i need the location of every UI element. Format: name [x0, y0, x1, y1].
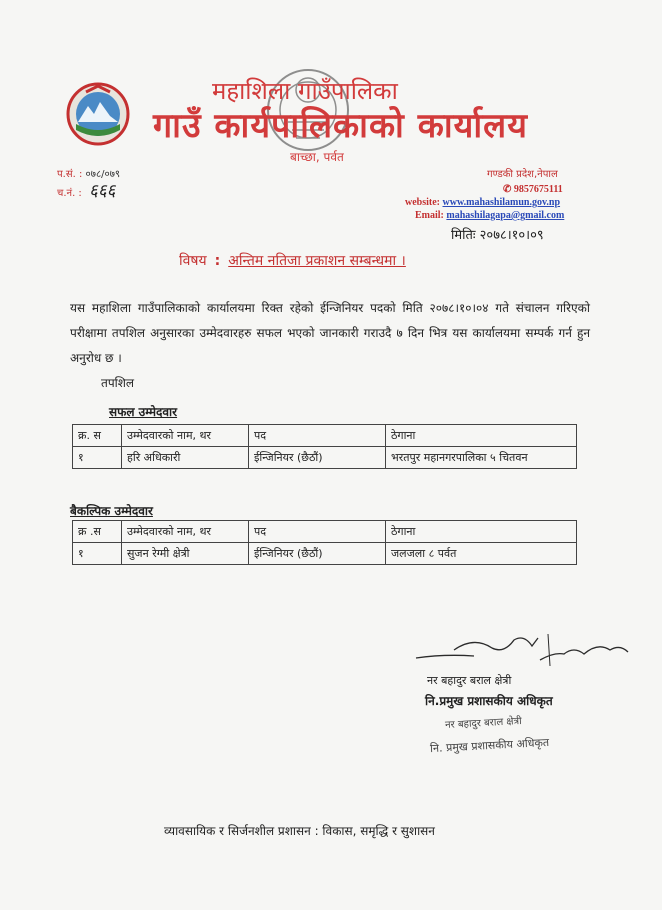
header-cell: ठेगाना — [386, 521, 577, 543]
header-cell: उम्मेदवारको नाम, थर — [122, 521, 249, 543]
email — [415, 210, 564, 221]
table-cell: ईन्जिनियर (छैठौं) — [249, 447, 386, 469]
signature-stamp-name: नर बहादुर बराल क्षेत्री — [444, 715, 522, 731]
header-cell: पद — [249, 425, 386, 447]
signer-title: नि.प्रमुख प्रशासकीय अधिकृत — [425, 694, 553, 708]
table-cell: हरि अधिकारी — [122, 447, 249, 469]
letter-date: मितिः २०७८।१०।०९ — [451, 228, 544, 243]
header-cell: क्र .स — [73, 521, 122, 543]
website — [405, 197, 560, 208]
ref-label: प.सं. : — [57, 169, 83, 180]
successful-candidates-table — [72, 424, 577, 469]
office-address: बाच्छा, पर्वत — [290, 150, 344, 164]
header-cell: पद — [249, 521, 386, 543]
email-label: Email: — [415, 210, 444, 221]
subject-separator: : — [214, 253, 221, 269]
dispatch-number — [57, 178, 116, 201]
table-cell: जलजला ८ पर्वत — [386, 543, 577, 565]
alternate-candidates-table — [72, 520, 577, 565]
table-header-row — [73, 425, 577, 447]
signature-stamp-title: नि. प्रमुख प्रशासकीय अधिकृत — [429, 735, 550, 756]
org-name: महाशिला गाउँपालिका — [212, 77, 398, 105]
body-paragraph: यस महाशिला गाउँपालिकाको कार्यालयमा रिक्त रहेको ईन्जिनियर पदको मिति २०७८।१०।०४ गते संचालन गरिएको परीक्षामा तपशिल अनुसारका उम्मेदवारहरु सफल भएको जानकारी गराउदै ७ दिन भित्र यस कार्यालयमा सम्पर्क गर्न हुन अनुरोध छ । — [70, 301, 590, 365]
subject-line — [179, 251, 406, 270]
office-title: गाउँ कार्यपालिकाको कार्यालय — [153, 106, 528, 146]
website-label: website: — [405, 197, 440, 208]
subject-label: विषय — [179, 253, 207, 269]
header-cell: ठेगाना — [386, 425, 577, 447]
table-cell: ईन्जिनियर (छैठौं) — [249, 543, 386, 565]
ref-value: ०७८/०७९ — [85, 169, 121, 180]
table-cell: १ — [73, 543, 122, 565]
header-cell: क्र. स — [73, 425, 122, 447]
handwritten-signature — [414, 632, 634, 672]
signer-name: नर बहादुर बराल क्षेत्री — [427, 674, 512, 687]
table-header-row — [73, 521, 577, 543]
footer-motto: व्यावसायिक र सिर्जनशील प्रशासन : विकास, समृद्धि र सुशासन — [164, 824, 435, 838]
subject-text: अन्तिम नतिजा प्रकाशन सम्बन्धमा । — [228, 253, 406, 269]
details-label: तपशिल — [101, 376, 135, 390]
dispatch-label: च.नं. : — [57, 188, 82, 199]
website-link[interactable]: www.mahashilamun.gov.np — [442, 197, 561, 208]
table-row — [73, 447, 577, 469]
header-cell: उम्मेदवारको नाम, थर — [122, 425, 249, 447]
phone — [503, 184, 563, 195]
phone-number: 9857675111 — [513, 184, 563, 195]
table-cell: सुजन रेग्मी क्षेत्री — [122, 543, 249, 565]
table-cell: भरतपुर महानगरपालिका ५ चितवन — [386, 447, 577, 469]
dispatch-value: ६६६ — [89, 181, 116, 201]
phone-icon: ✆ — [503, 184, 512, 195]
email-link[interactable]: mahashilagapa@gmail.com — [446, 210, 565, 221]
table-row — [73, 543, 577, 565]
table-cell: १ — [73, 447, 122, 469]
nepal-emblem-logo — [66, 82, 130, 146]
province: गण्डकी प्रदेश,नेपाल — [487, 169, 558, 180]
alternate-candidates-title: बैकल्पिक उम्मेदवार — [70, 504, 153, 518]
successful-candidates-title: सफल उम्मेदवार — [109, 405, 178, 419]
